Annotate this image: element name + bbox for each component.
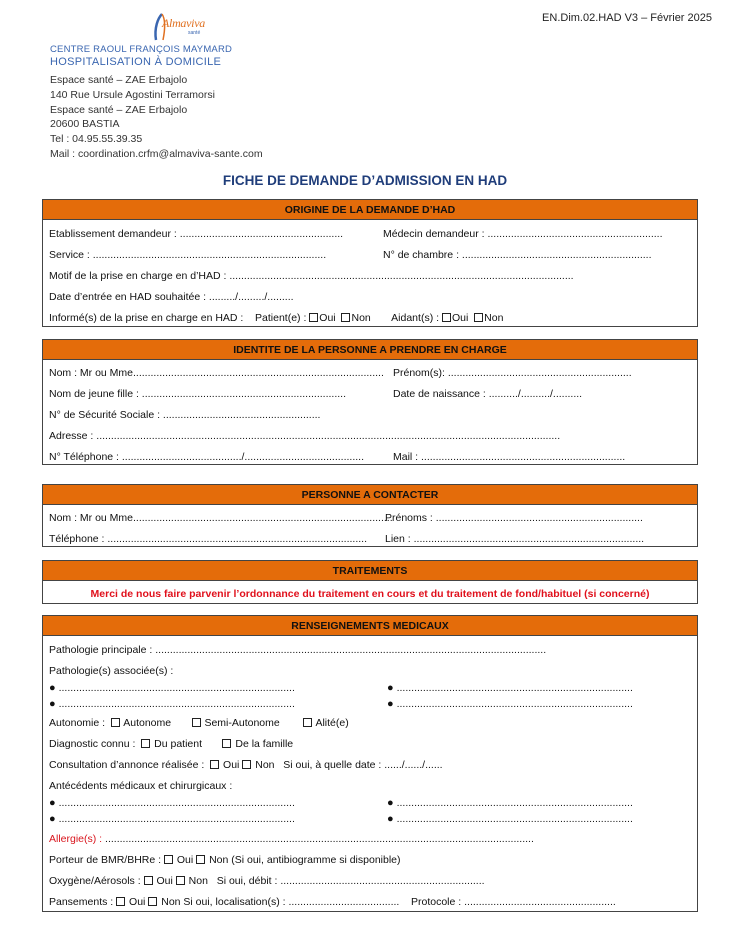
field-adresse[interactable]: Adresse : ...............................................................................................................................................................	[49, 430, 561, 442]
field-pansements	[49, 896, 616, 908]
checkbox-label: Non	[188, 875, 208, 887]
field-bmr	[49, 854, 401, 866]
center-address	[50, 73, 263, 162]
field-pathologie-associee[interactable]	[387, 698, 633, 710]
checkbox-label: Oui	[451, 312, 469, 324]
bullet-icon: ●	[49, 813, 56, 825]
checkbox-label: Autonome	[123, 717, 172, 729]
center-name: CENTRE RAOUL FRANÇOIS MAYMARD	[50, 44, 233, 55]
field-consultation	[49, 759, 443, 771]
address-line: Espace santé – ZAE Erbajolo	[50, 103, 188, 116]
address-line: 20600 BASTIA	[50, 118, 120, 131]
dotted-line: .................................................................................	[396, 813, 633, 825]
bullet-icon: ●	[387, 813, 394, 825]
field-motif[interactable]: Motif de la prise en charge en d’HAD : ......................................................................................................................	[49, 270, 574, 282]
field-diagnostic	[49, 738, 293, 750]
dotted-line: .................................................................................	[396, 797, 633, 809]
autonomie-label: Autonomie :	[49, 717, 106, 729]
field-antecedent[interactable]	[49, 813, 295, 825]
bullet-icon: ●	[49, 682, 56, 694]
field-prenoms[interactable]: Prénom(s): ...............................................................	[393, 367, 632, 379]
dotted-line: ...................................................................................................................................................	[105, 833, 534, 845]
oxygene-label: Oxygène/Aérosols :	[49, 875, 141, 887]
section-contact	[42, 484, 698, 547]
field-pathologie-principale[interactable]: Pathologie principale : ......................................................................................................................................	[49, 644, 547, 656]
section-header: RENSEIGNEMENTS MEDICAUX	[43, 616, 697, 636]
field-nom[interactable]: Nom : Mr ou Mme......................................................................................	[49, 367, 384, 379]
dotted-line: .................................................................................	[396, 682, 633, 694]
field-allergies[interactable]	[49, 833, 534, 845]
consultation-oui-checkbox[interactable]	[210, 760, 219, 769]
address-phone: Tel : 04.95.55.39.35	[50, 133, 143, 146]
allergies-label: Allergie(s) :	[49, 833, 103, 845]
dotted-line: .................................................................................	[396, 698, 633, 710]
field-contact-nom[interactable]: Nom : Mr ou Mme.........................................................................................	[49, 512, 393, 524]
field-pathologie-associee[interactable]	[49, 698, 295, 710]
aidant-label: Aidant(s) :	[391, 312, 440, 324]
field-contact-prenoms[interactable]: Prénoms : .......................................................................	[385, 512, 643, 524]
de-la-famille-checkbox[interactable]	[222, 739, 231, 748]
du-patient-checkbox[interactable]	[141, 739, 150, 748]
antecedents-label: Antécédents médicaux et chirurgicaux :	[49, 780, 233, 792]
section-identite	[42, 339, 698, 465]
checkbox-label: Semi-Autonome	[204, 717, 280, 729]
field-date-naissance[interactable]: Date de naissance : ........../........../..........	[393, 388, 583, 400]
pansements-localisation-field[interactable]: Si oui, localisation(s) : ......................................	[183, 896, 400, 908]
field-contact-telephone[interactable]: Téléphone : .........................................................................................	[49, 533, 368, 545]
checkbox-label: Non	[161, 896, 181, 908]
field-informe	[49, 312, 503, 324]
alite-checkbox[interactable]	[303, 718, 312, 727]
checkbox-label: Non	[351, 312, 371, 324]
center-subtitle: HOSPITALISATION À DOMICILE	[50, 56, 222, 68]
document-reference: EN.Dim.02.HAD V3 – Février 2025	[542, 12, 712, 24]
bullet-icon: ●	[49, 797, 56, 809]
pathologies-associees-label: Pathologie(s) associée(s) :	[49, 665, 174, 677]
bullet-icon: ●	[387, 682, 394, 694]
field-service[interactable]: Service : ................................................................................	[49, 249, 327, 261]
section-header: IDENTITE DE LA PERSONNE A PRENDRE EN CHARGE	[43, 340, 697, 360]
checkbox-label: Du patient	[154, 738, 203, 750]
aidant-oui-checkbox[interactable]	[442, 313, 451, 322]
field-antecedent[interactable]	[49, 797, 295, 809]
semi-autonome-checkbox[interactable]	[192, 718, 201, 727]
oxygene-non-checkbox[interactable]	[176, 876, 185, 885]
checkbox-label: Non	[255, 759, 275, 771]
autonome-checkbox[interactable]	[111, 718, 120, 727]
section-header: PERSONNE A CONTACTER	[43, 485, 697, 505]
logo-brand-text: Almaviva	[162, 16, 205, 30]
page-title: FICHE DE DEMANDE D’ADMISSION EN HAD	[222, 173, 508, 188]
patient-oui-checkbox[interactable]	[309, 313, 318, 322]
field-nom-jeune-fille[interactable]: Nom de jeune fille : ......................................................................	[49, 388, 347, 400]
dotted-line: .................................................................................	[58, 797, 295, 809]
field-etablissement[interactable]: Etablissement demandeur : ........................................................	[49, 228, 344, 240]
bmr-label: Porteur de BMR/BHRe :	[49, 854, 162, 866]
aidant-non-checkbox[interactable]	[474, 313, 483, 322]
patient-non-checkbox[interactable]	[341, 313, 350, 322]
section-header: TRAITEMENTS	[43, 561, 697, 581]
pansements-protocole-field[interactable]: Protocole : ....................................................	[411, 896, 616, 908]
section-origine	[42, 199, 698, 327]
field-telephone[interactable]: N° Téléphone : ........................................./.........................................	[49, 451, 365, 463]
field-pathologie-associee[interactable]	[49, 682, 295, 694]
checkbox-label: Alité(e)	[315, 717, 349, 729]
checkbox-label: Oui	[156, 875, 173, 887]
consultation-label: Consultation d’annonce réalisée :	[49, 759, 205, 771]
bullet-icon: ●	[387, 797, 394, 809]
informe-label: Informé(s) de la prise en charge en HAD :	[49, 312, 244, 324]
field-contact-lien[interactable]: Lien : ...............................................................................	[385, 533, 645, 545]
consultation-non-checkbox[interactable]	[242, 760, 251, 769]
section-medical	[42, 615, 698, 912]
logo-brand-subtext: santé	[188, 30, 201, 36]
bmr-non-checkbox[interactable]	[196, 855, 205, 864]
field-chambre[interactable]: N° de chambre : .................................................................	[383, 249, 652, 261]
traitements-notice: Merci de nous faire parvenir l’ordonnance du traitement en cours et du traitement de fond/habituel (si concerné)	[90, 588, 650, 600]
pansements-oui-checkbox[interactable]	[116, 897, 125, 906]
section-header: ORIGINE DE LA DEMANDE D’HAD	[43, 200, 697, 220]
address-line: 140 Rue Ursule Agostini Terramorsi	[50, 88, 215, 101]
field-medecin[interactable]: Médecin demandeur : ............................................................	[383, 228, 663, 240]
dotted-line: .................................................................................	[58, 813, 295, 825]
checkbox-label: Oui	[223, 759, 240, 771]
pansements-non-checkbox[interactable]	[148, 897, 157, 906]
checkbox-label: Non	[484, 312, 504, 324]
checkbox-label: Oui	[129, 896, 146, 908]
pansements-label: Pansements :	[49, 896, 114, 908]
almaviva-logo	[150, 10, 210, 44]
checkbox-label: De la famille	[235, 738, 294, 750]
checkbox-label: Oui	[319, 312, 336, 324]
address-mail: Mail : coordination.crfm@almaviva-sante.com	[50, 147, 263, 160]
field-mail[interactable]: Mail : ......................................................................	[393, 451, 626, 463]
oxygene-debit-field[interactable]: Si oui, débit : ......................................................................	[216, 875, 485, 887]
bullet-icon: ●	[49, 698, 56, 710]
bmr-oui-checkbox[interactable]	[164, 855, 173, 864]
oxygene-oui-checkbox[interactable]	[144, 876, 153, 885]
checkbox-label: Non (Si oui, antibiogramme si disponible)	[209, 854, 401, 866]
dotted-line: .................................................................................	[58, 682, 295, 694]
field-secu[interactable]: N° de Sécurité Sociale : ......................................................	[49, 409, 321, 421]
field-antecedent[interactable]	[387, 797, 633, 809]
bullet-icon: ●	[387, 698, 394, 710]
diagnostic-label: Diagnostic connu :	[49, 738, 136, 750]
field-antecedent[interactable]	[387, 813, 633, 825]
patient-label: Patient(e) :	[255, 312, 307, 324]
field-date-entree[interactable]: Date d’entrée en HAD souhaitée : ........./........./.........	[49, 291, 294, 303]
address-line: Espace santé – ZAE Erbajolo	[50, 74, 188, 86]
checkbox-label: Oui	[176, 854, 194, 866]
dotted-line: .................................................................................	[58, 698, 295, 710]
field-oxygene	[49, 875, 485, 887]
field-autonomie	[49, 717, 349, 729]
consultation-date-field[interactable]: Si oui, à quelle date : ....../....../......	[283, 759, 443, 771]
field-pathologie-associee[interactable]	[387, 682, 633, 694]
section-traitements	[42, 560, 698, 604]
